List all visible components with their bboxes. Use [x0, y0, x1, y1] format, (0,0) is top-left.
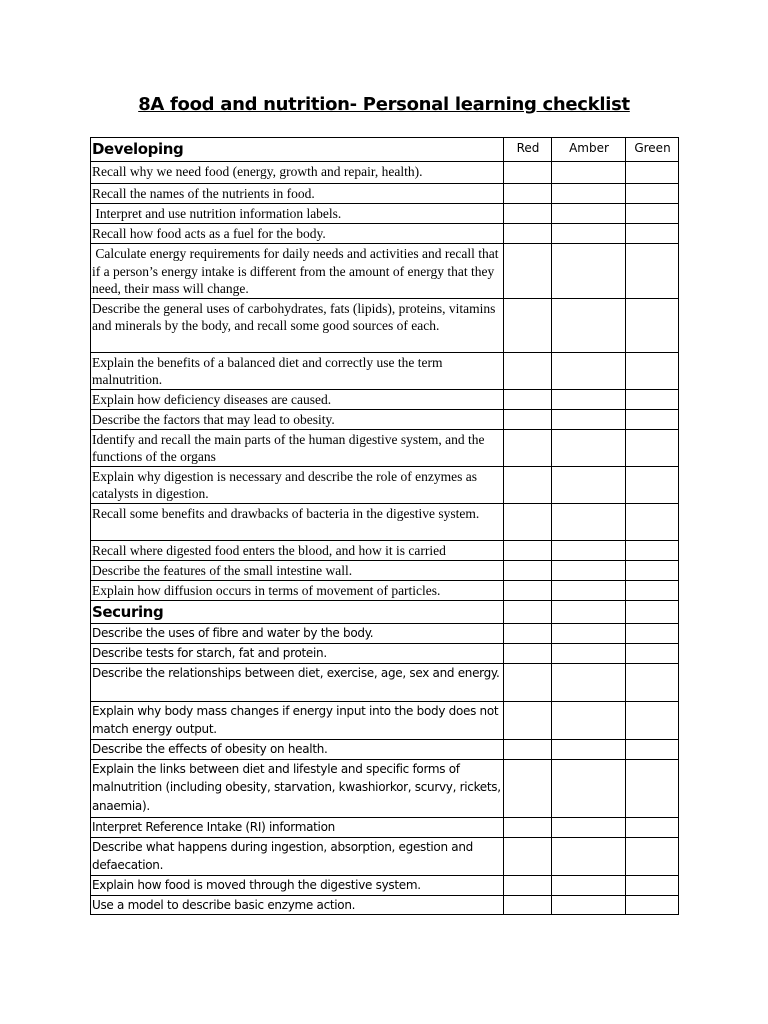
red-rating-cell[interactable] [504, 298, 552, 352]
green-rating-cell[interactable] [626, 184, 679, 204]
red-rating-cell[interactable] [504, 895, 552, 915]
red-rating-cell[interactable] [504, 540, 552, 560]
green-rating-cell[interactable] [626, 643, 679, 663]
developing-section-header [91, 138, 679, 162]
amber-rating-cell[interactable] [552, 580, 626, 600]
checklist-row [91, 643, 679, 663]
objective-text: Recall the names of the nutrients in food. [91, 184, 504, 204]
objective-text: Describe the effects of obesity on health. [91, 739, 504, 759]
checklist-row [91, 162, 679, 184]
objective-text: Recall where digested food enters the blood, and how it is carried [91, 540, 504, 560]
securing-section-header [91, 600, 679, 623]
red-rating-cell[interactable] [504, 580, 552, 600]
checklist-row [91, 817, 679, 837]
red-rating-cell[interactable] [504, 466, 552, 503]
red-rating-cell[interactable] [504, 759, 552, 817]
checklist-row [91, 389, 679, 409]
checklist-row [91, 837, 679, 875]
objective-text: Describe the general uses of carbohydrates, fats (lipids), proteins, vitamins and minerals by the body, and recall some good sources of each. [91, 298, 504, 352]
green-rating-cell[interactable] [626, 663, 679, 701]
objective-text: Interpret Reference Intake (RI) information [91, 817, 504, 837]
red-rating-cell[interactable] [504, 409, 552, 429]
amber-rating-cell[interactable] [552, 429, 626, 466]
red-rating-cell[interactable] [504, 875, 552, 895]
objective-text: Describe the relationships between diet, exercise, age, sex and energy. [91, 663, 504, 701]
checklist-row [91, 466, 679, 503]
column-header-red: Red [504, 138, 552, 162]
objective-text: Describe the uses of fibre and water by the body. [91, 623, 504, 643]
amber-rating-cell[interactable] [552, 600, 626, 623]
red-rating-cell[interactable] [504, 560, 552, 580]
red-rating-cell[interactable] [504, 429, 552, 466]
green-rating-cell[interactable] [626, 162, 679, 184]
green-rating-cell[interactable] [626, 466, 679, 503]
objective-text: Recall some benefits and drawbacks of bacteria in the digestive system. [91, 503, 504, 540]
objective-text: Recall why we need food (energy, growth and repair, health). [91, 162, 504, 184]
green-rating-cell[interactable] [626, 224, 679, 244]
amber-rating-cell[interactable] [552, 244, 626, 299]
amber-rating-cell[interactable] [552, 643, 626, 663]
amber-rating-cell[interactable] [552, 352, 626, 389]
checklist-row [91, 429, 679, 466]
checklist-row [91, 540, 679, 560]
amber-rating-cell[interactable] [552, 409, 626, 429]
page-title: 8A food and nutrition- Personal learning checklist [138, 94, 630, 115]
amber-rating-cell[interactable] [552, 389, 626, 409]
column-header-green: Green [626, 138, 679, 162]
red-rating-cell[interactable] [504, 643, 552, 663]
checklist-row [91, 409, 679, 429]
checklist-body [91, 138, 679, 915]
learning-checklist-table [90, 137, 679, 915]
amber-rating-cell[interactable] [552, 739, 626, 759]
amber-rating-cell[interactable] [552, 466, 626, 503]
checklist-row [91, 224, 679, 244]
objective-text: Identify and recall the main parts of the human digestive system, and the functions of the organs [91, 429, 504, 466]
red-rating-cell[interactable] [504, 224, 552, 244]
green-rating-cell[interactable] [626, 409, 679, 429]
amber-rating-cell[interactable] [552, 184, 626, 204]
objective-text: Describe what happens during ingestion, absorption, egestion and defaecation. [91, 837, 504, 875]
amber-rating-cell[interactable] [552, 204, 626, 224]
amber-rating-cell[interactable] [552, 540, 626, 560]
objective-text: Explain how deficiency diseases are caused. [91, 389, 504, 409]
checklist-row [91, 759, 679, 817]
amber-rating-cell[interactable] [552, 895, 626, 915]
amber-rating-cell[interactable] [552, 162, 626, 184]
checklist-row [91, 875, 679, 895]
red-rating-cell[interactable] [504, 184, 552, 204]
objective-text: Explain how food is moved through the digestive system. [91, 875, 504, 895]
checklist-row [91, 623, 679, 643]
green-rating-cell[interactable] [626, 600, 679, 623]
red-rating-cell[interactable] [504, 389, 552, 409]
securing-heading: Securing [91, 600, 504, 623]
objective-text: Use a model to describe basic enzyme action. [91, 895, 504, 915]
amber-rating-cell[interactable] [552, 298, 626, 352]
checklist-row [91, 503, 679, 540]
green-rating-cell[interactable] [626, 701, 679, 739]
green-rating-cell[interactable] [626, 817, 679, 837]
column-header-amber: Amber [552, 138, 626, 162]
checklist-row [91, 184, 679, 204]
green-rating-cell[interactable] [626, 739, 679, 759]
green-rating-cell[interactable] [626, 298, 679, 352]
checklist-row [91, 701, 679, 739]
checklist-row [91, 663, 679, 701]
green-rating-cell[interactable] [626, 429, 679, 466]
objective-text: Describe tests for starch, fat and protein. [91, 643, 504, 663]
red-rating-cell[interactable] [504, 352, 552, 389]
red-rating-cell[interactable] [504, 162, 552, 184]
red-rating-cell[interactable] [504, 739, 552, 759]
objective-text: Explain why body mass changes if energy input into the body does not match energy output. [91, 701, 504, 739]
red-rating-cell[interactable] [504, 204, 552, 224]
objective-text: Explain how diffusion occurs in terms of movement of particles. [91, 580, 504, 600]
green-rating-cell[interactable] [626, 895, 679, 915]
green-rating-cell[interactable] [626, 204, 679, 224]
checklist-row [91, 204, 679, 224]
checklist-row [91, 244, 679, 299]
green-rating-cell[interactable] [626, 875, 679, 895]
amber-rating-cell[interactable] [552, 623, 626, 643]
green-rating-cell[interactable] [626, 503, 679, 540]
amber-rating-cell[interactable] [552, 503, 626, 540]
amber-rating-cell[interactable] [552, 837, 626, 875]
objective-text: Calculate energy requirements for daily needs and activities and recall that if a person’s energy intake is different from the amount of energy that they need, their mass will change. [91, 244, 504, 299]
red-rating-cell[interactable] [504, 244, 552, 299]
checklist-row [91, 298, 679, 352]
green-rating-cell[interactable] [626, 352, 679, 389]
checklist-row [91, 739, 679, 759]
amber-rating-cell[interactable] [552, 224, 626, 244]
red-rating-cell[interactable] [504, 701, 552, 739]
amber-rating-cell[interactable] [552, 701, 626, 739]
red-rating-cell[interactable] [504, 503, 552, 540]
red-rating-cell[interactable] [504, 817, 552, 837]
amber-rating-cell[interactable] [552, 875, 626, 895]
objective-text: Recall how food acts as a fuel for the body. [91, 224, 504, 244]
developing-heading: Developing [91, 138, 504, 162]
checklist-row [91, 560, 679, 580]
checklist-row [91, 580, 679, 600]
green-rating-cell[interactable] [626, 560, 679, 580]
green-rating-cell[interactable] [626, 623, 679, 643]
red-rating-cell[interactable] [504, 837, 552, 875]
amber-rating-cell[interactable] [552, 663, 626, 701]
checklist-row [91, 895, 679, 915]
objective-text: Explain why digestion is necessary and describe the role of enzymes as catalysts in digestion. [91, 466, 504, 503]
green-rating-cell[interactable] [626, 759, 679, 817]
amber-rating-cell[interactable] [552, 817, 626, 837]
checklist-row [91, 352, 679, 389]
amber-rating-cell[interactable] [552, 560, 626, 580]
red-rating-cell[interactable] [504, 623, 552, 643]
red-rating-cell[interactable] [504, 663, 552, 701]
amber-rating-cell[interactable] [552, 759, 626, 817]
objective-text: Explain the benefits of a balanced diet and correctly use the term malnutrition. [91, 352, 504, 389]
green-rating-cell[interactable] [626, 389, 679, 409]
objective-text: Interpret and use nutrition information labels. [91, 204, 504, 224]
objective-text: Describe the factors that may lead to obesity. [91, 409, 504, 429]
green-rating-cell[interactable] [626, 540, 679, 560]
objective-text: Explain the links between diet and lifestyle and specific forms of malnutrition (including obesity, starvation, kwashiorkor, scurvy, rickets, anaemia). [91, 759, 504, 817]
green-rating-cell[interactable] [626, 580, 679, 600]
green-rating-cell[interactable] [626, 244, 679, 299]
red-rating-cell[interactable] [504, 600, 552, 623]
objective-text: Describe the features of the small intestine wall. [91, 560, 504, 580]
green-rating-cell[interactable] [626, 837, 679, 875]
